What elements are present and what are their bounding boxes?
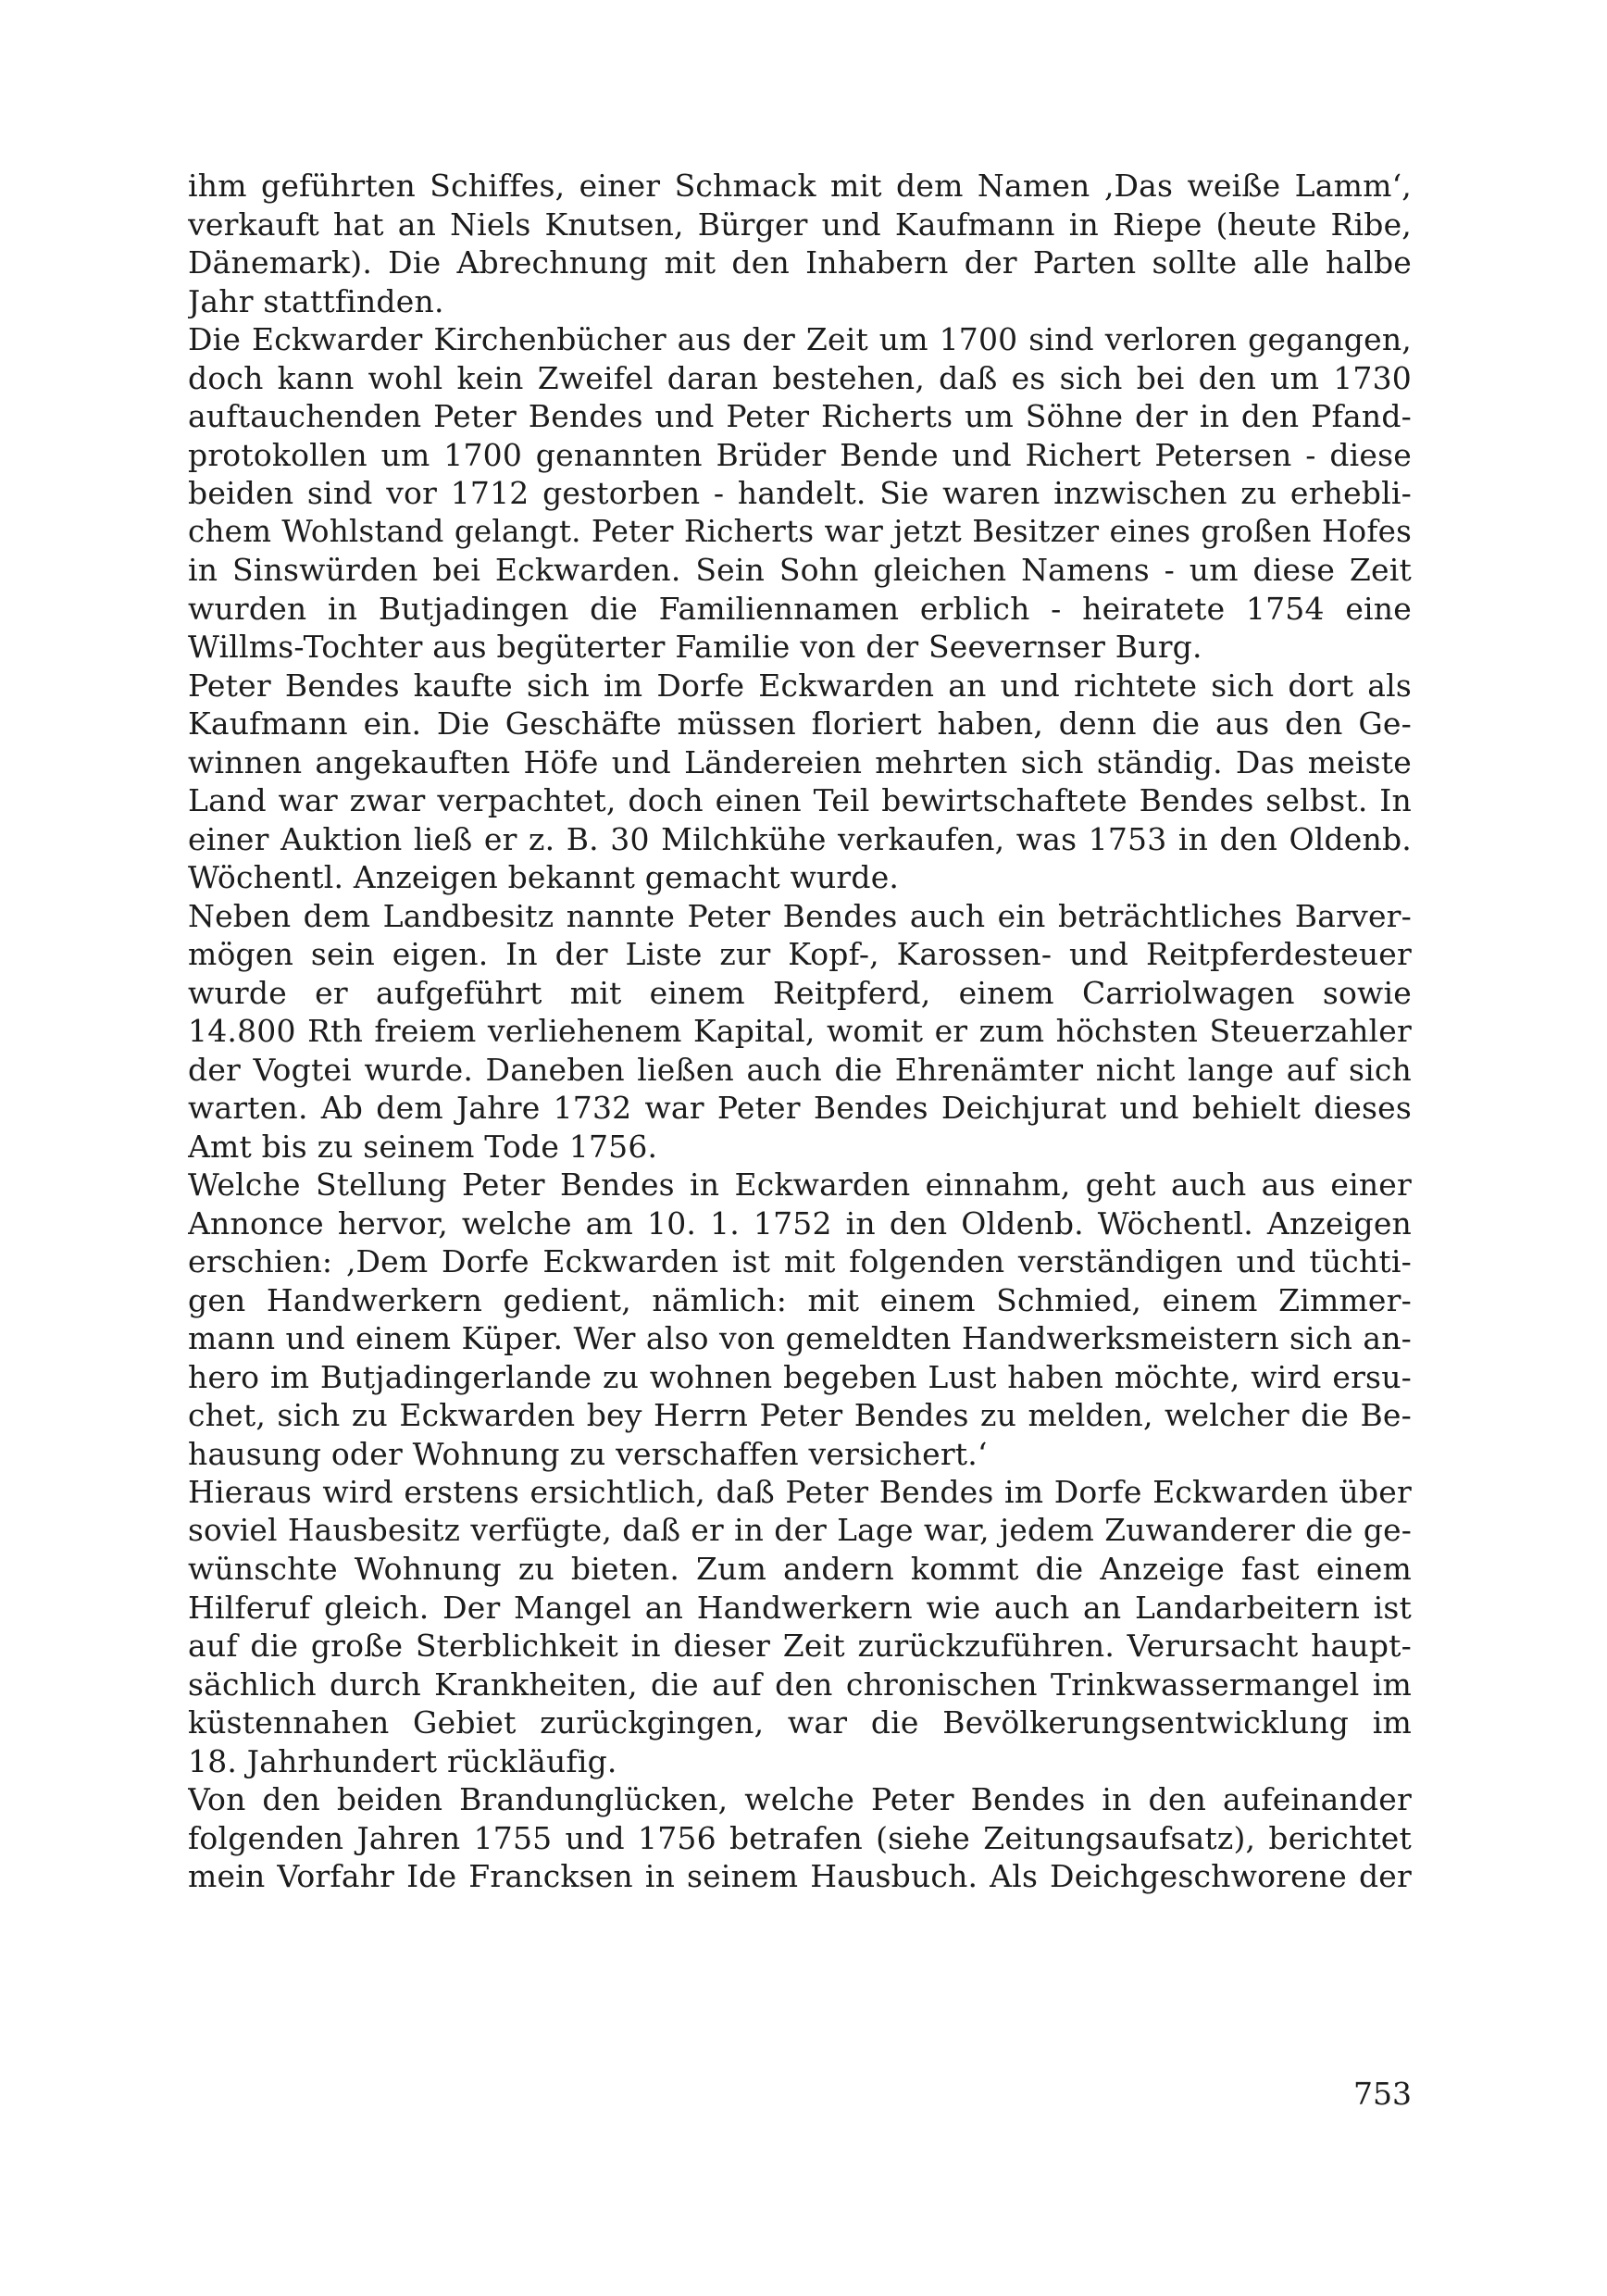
text-line: wurde er aufgeführt mit einem Reitpferd, einem Carriolwagen sowie	[188, 974, 1412, 1011]
text-line: warten. Ab dem Jahre 1732 war Peter Bendes Deichjurat und behielt dieses	[188, 1090, 1412, 1126]
text-line: folgenden Jahren 1755 und 1756 betrafen (siehe Zeitungsaufsatz), berichtet	[188, 1819, 1412, 1856]
text-line: Wöchentl. Anzeigen bekannt gemacht wurde.	[188, 859, 900, 895]
text-line: erschien: ‚Dem Dorfe Eckwarden ist mit folgenden verständigen und tüchti-	[188, 1243, 1412, 1279]
text-line: auftauchenden Peter Bendes und Peter Richerts um Söhne der in den Pfand-	[188, 398, 1412, 434]
text-line: 14.800 Rth freiem verliehenem Kapital, womit er zum höchsten Steuerzahler	[188, 1013, 1412, 1049]
text-line: Von den beiden Brandunglücken, welche Peter Bendes in den aufeinander	[188, 1781, 1412, 1817]
text-line: mögen sein eigen. In der Liste zur Kopf-, Karossen- und Reitpferdesteuer	[188, 936, 1412, 972]
text-line: Jahr stattfinden.	[188, 282, 444, 319]
page-number: 753	[1353, 2076, 1412, 2112]
text-line: auf die große Sterblichkeit in dieser Zeit zurückzuführen. Verursacht haupt-	[188, 1628, 1412, 1664]
text-line: Land war zwar verpachtet, doch einen Teil bewirtschaftete Bendes selbst. In	[188, 782, 1412, 818]
text-line: beiden sind vor 1712 gestorben - handelt. Sie waren inzwischen zu erhebli-	[188, 475, 1412, 511]
text-line: mein Vorfahr Ide Francksen in seinem Hausbuch. Als Deichgeschworene der	[188, 1858, 1412, 1894]
text-line: sächlich durch Krankheiten, die auf den chronischen Trinkwassermangel im	[188, 1666, 1412, 1703]
text-line: verkauft hat an Niels Knutsen, Bürger und Kaufmann in Riepe (heute Ribe,	[188, 206, 1412, 243]
document-page	[188, 167, 1412, 2166]
text-line: protokollen um 1700 genannten Brüder Bende und Richert Petersen - diese	[188, 436, 1412, 473]
text-line: mann und einem Küper. Wer also von gemeldten Handwerksmeistern sich an-	[188, 1320, 1412, 1356]
text-line: ihm geführten Schiffes, einer Schmack mit dem Namen ‚Das weiße Lamm‘,	[188, 168, 1412, 204]
text-line: Amt bis zu seinem Tode 1756.	[188, 1128, 658, 1165]
text-line: 18. Jahrhundert rückläufig.	[188, 1742, 617, 1779]
text-line: in Sinswürden bei Eckwarden. Sein Sohn gleichen Namens - um diese Zeit	[188, 552, 1412, 588]
text-line: Willms-Tochter aus begüterter Familie von der Seevernser Burg.	[188, 629, 1202, 665]
text-line: küstennahen Gebiet zurückgingen, war die Bevölkerungsentwicklung im	[188, 1704, 1412, 1741]
text-line: wurden in Butjadingen die Familiennamen erblich - heiratete 1754 eine	[188, 590, 1412, 627]
text-line: hausung oder Wohnung zu verschaffen versichert.‘	[188, 1435, 988, 1472]
text-line: Welche Stellung Peter Bendes in Eckwarden einnahm, geht auch aus einer	[188, 1167, 1412, 1203]
text-line: hero im Butjadingerlande zu wohnen begeben Lust haben möchte, wird ersu-	[188, 1358, 1412, 1395]
text-line: Hieraus wird erstens ersichtlich, daß Peter Bendes im Dorfe Eckwarden über	[188, 1474, 1412, 1510]
text-line: der Vogtei wurde. Daneben ließen auch die Ehrenämter nicht lange auf sich	[188, 1051, 1412, 1088]
text-line: doch kann wohl kein Zweifel daran bestehen, daß es sich bei den um 1730	[188, 359, 1412, 396]
text-line: Hilferuf gleich. Der Mangel an Handwerkern wie auch an Landarbeitern ist	[188, 1589, 1412, 1626]
text-line: wünschte Wohnung zu bieten. Zum andern kommt die Anzeige fast einem	[188, 1551, 1412, 1587]
text-line: chem Wohlstand gelangt. Peter Richerts war jetzt Besitzer eines großen Hofes	[188, 513, 1412, 549]
text-line: Die Eckwarder Kirchenbücher aus der Zeit um 1700 sind verloren gegangen,	[188, 321, 1412, 357]
text-line: einer Auktion ließ er z. B. 30 Milchkühe verkaufen, was 1753 in den Oldenb.	[188, 820, 1412, 857]
text-line: Peter Bendes kaufte sich im Dorfe Eckwarden an und richtete sich dort als	[188, 667, 1412, 704]
text-line: chet, sich zu Eckwarden bey Herrn Peter Bendes zu melden, welcher die Be-	[188, 1397, 1412, 1433]
text-line: winnen angekauften Höfe und Ländereien mehrten sich ständig. Das meiste	[188, 743, 1412, 780]
text-line: Kaufmann ein. Die Geschäfte müssen floriert haben, denn die aus den Ge-	[188, 705, 1412, 742]
text-line: Annonce hervor, welche am 10. 1. 1752 in den Oldenb. Wöchentl. Anzeigen	[188, 1204, 1412, 1242]
text-line: Dänemark). Die Abrechnung mit den Inhabern der Parten sollte alle halbe	[188, 244, 1412, 281]
text-line: Neben dem Landbesitz nannte Peter Bendes auch ein beträchtliches Barver-	[188, 897, 1412, 934]
text-line: gen Handwerkern gedient, nämlich: mit einem Schmied, einem Zimmer-	[188, 1281, 1412, 1318]
text-line: soviel Hausbesitz verfügte, daß er in der Lage war, jedem Zuwanderer die ge-	[188, 1512, 1412, 1548]
body-text	[188, 167, 1412, 1896]
